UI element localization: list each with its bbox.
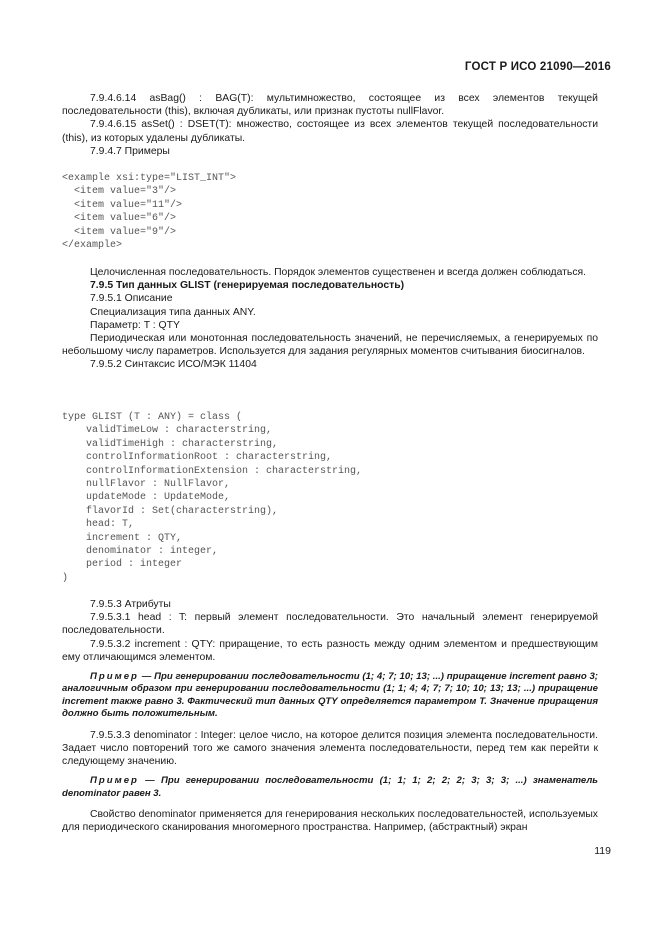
glist-heading: 7.9.5 Тип данных GLIST (генерируемая последовательность) — [90, 280, 405, 292]
note-label: Пример — [90, 775, 139, 787]
denominator-example-note — [62, 775, 598, 800]
int-sequence-paragraph: Целочисленная последовательность. Порядок элементов существенен и всегда должен соблюдаться. — [90, 267, 587, 278]
asset-paragraph: 7.9.4.6.15 asSet() : DSET(T): множество, состоящее из всех элементов текущей последовательности (this), из которых удалены дубликаты. — [62, 119, 598, 144]
page-number: 119 — [594, 845, 611, 857]
glist-syntax-code: type GLIST (T : ANY) = class ( validTimeLow : characterstring, validTimeHigh : characterstring, controlInformationRoot : characterstring, controlInformationExtension : characterstring, nullFlavor : NullFlavor, updateMode : UpdateMode, flavorId : Set(characterstring), head: T, increment : QTY, denominator : integer, period : integer ) — [62, 412, 363, 584]
document-header: ГОСТ Р ИСО 21090—2016 — [464, 61, 611, 73]
increment-attribute: 7.9.5.3.2 increment : QTY: приращение, то есть разность между одним элементом и предшествующим ему отличающимся элементом. — [62, 638, 598, 663]
examples-heading: 7.9.4.7 Примеры — [90, 145, 170, 157]
note-label: Пример — [90, 671, 139, 683]
syntax-heading: 7.9.5.2 Синтаксис ИСО/МЭК 11404 — [90, 359, 257, 371]
denominator-usage-paragraph: Свойство denominator применяется для генерирования нескольких последовательностей, используемых для периодического сканирования многомерного пространства. Например, (абстрактный) экран — [62, 809, 598, 834]
attributes-heading: 7.9.5.3 Атрибуты — [90, 599, 171, 610]
list-int-example-code: <example xsi:type="LIST_INT"> <item value="3"/> <item value="11"/> <item value="6"/> <item value="9"/> </example> — [62, 173, 237, 252]
denominator-attribute: 7.9.5.3.3 denominator : Integer: целое число, на которое делится позиция элемента последовательности. Задает число повторений того же самого значения элемента последовательности, перед тем как перейти к следующему значению. — [62, 729, 598, 768]
note-text: — При генерировании последовательности (1; 4; 7; 10; 13; ...) приращение increment равно 3; аналогичным образом при генерировании последовательности (1; 1; 4; 4; 7; 7; 10; 10; 13; 13; ...) приращение increment также равно 3. Фактический тип данных QTY определяется параметром T. Значение приращения должно быть положительным. — [62, 671, 598, 720]
parameter-text: Параметр: T : QTY — [90, 319, 180, 331]
description-heading: 7.9.5.1 Описание — [90, 293, 173, 305]
asbag-paragraph: 7.9.4.6.14 asBag() : BAG(T): мультимножество, состоящее из всех элементов текущей последовательности (this), включая дубликаты, или признак пустоты nullFlavor. — [62, 93, 598, 118]
specialization-text: Специализация типа данных ANY. — [90, 306, 256, 318]
increment-example-note — [62, 671, 598, 721]
note-text: — При генерировании последовательности (1; 1; 1; 2; 2; 2; 3; 3; 3; ...) знаменатель denominator равен 3. — [62, 775, 598, 799]
head-attribute: 7.9.5.3.1 head : T: первый элемент последовательности. Это начальный элемент генерируемой последовательности. — [62, 612, 598, 637]
periodic-paragraph: Периодическая или монотонная последовательность значений, не перечисляемых, а генерируемых по небольшому числу параметров. Используется для задания регулярных моментов считывания биосигналов. — [62, 333, 598, 358]
